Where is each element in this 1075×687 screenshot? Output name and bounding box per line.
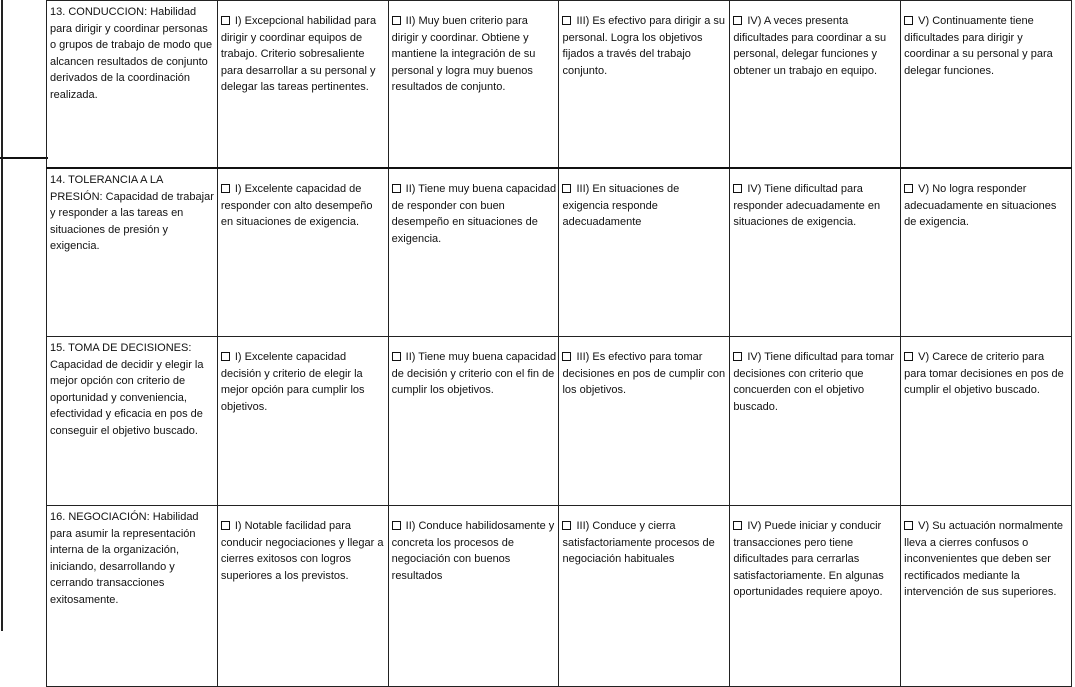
option-label: IV) Puede iniciar y conducir transacciones pero tiene dificultades para cerrarlas satisfactoriamente. En algunas oportunidades requiere apoyo. bbox=[733, 520, 884, 598]
option-cell[interactable] bbox=[388, 506, 559, 687]
option-label: III) Es efectivo para dirigir a su personal. Logra los objetivos fijados a través del trabajo conjunto. bbox=[562, 15, 726, 77]
option-cell[interactable] bbox=[730, 168, 901, 337]
option-cell[interactable] bbox=[901, 337, 1072, 506]
option-label: IV) Tiene dificultad para tomar decisiones con criterio que concuerden con el objetivo buscado. bbox=[733, 351, 895, 413]
option-label: V) No logra responder adecuadamente en situaciones de exigencia. bbox=[904, 183, 1057, 228]
option-label: IV) Tiene dificultad para responder adecuadamente en situaciones de exigencia. bbox=[733, 183, 881, 228]
option-label: III) En situaciones de exigencia responde adecuadamente bbox=[562, 183, 680, 228]
section-separator bbox=[0, 157, 48, 159]
checkbox[interactable] bbox=[392, 16, 401, 25]
option-label: II) Conduce habilidosamente y concreta los procesos de negociación con buenos resultados bbox=[391, 520, 555, 582]
checkbox[interactable] bbox=[392, 352, 401, 361]
option-cell[interactable] bbox=[217, 168, 388, 337]
criterion-text: 13. CONDUCCION: Habilidad para dirigir y coordinar personas o grupos de trabajo de modo que alcancen resultados de conjunto derivados de la coordinación realizada. bbox=[50, 6, 213, 101]
checkbox[interactable] bbox=[733, 521, 742, 530]
checkbox[interactable] bbox=[562, 352, 571, 361]
checkbox[interactable] bbox=[221, 16, 230, 25]
option-cell[interactable] bbox=[730, 337, 901, 506]
checkbox[interactable] bbox=[733, 184, 742, 193]
checkbox[interactable] bbox=[904, 184, 913, 193]
checkbox[interactable] bbox=[904, 16, 913, 25]
checkbox[interactable] bbox=[221, 521, 230, 530]
checkbox[interactable] bbox=[221, 184, 230, 193]
option-label: I) Excelente capacidad de responder con alto desempeño en situaciones de exigencia. bbox=[220, 183, 373, 228]
table-row-negociacion bbox=[47, 506, 1072, 687]
competency-evaluation-table bbox=[46, 0, 1072, 687]
criterion-text: 15. TOMA DE DECISIONES: Capacidad de decidir y elegir la mejor opción con criterio de oportunidad y conveniencia, efectividad y eficacia en pos de conseguir el objetivo buscado. bbox=[50, 342, 204, 437]
criterion-cell bbox=[47, 168, 218, 337]
checkbox[interactable] bbox=[392, 184, 401, 193]
table-row-toma-decisiones bbox=[47, 337, 1072, 506]
option-cell[interactable] bbox=[901, 506, 1072, 687]
option-cell[interactable] bbox=[559, 168, 730, 337]
option-label: II) Tiene muy buena capacidad de decisión y criterio con el fin de cumplir los objetivos. bbox=[391, 351, 557, 396]
checkbox[interactable] bbox=[904, 352, 913, 361]
option-label: I) Excelente capacidad decisión y criterio de elegir la mejor opción para cumplir los objetivos. bbox=[220, 351, 365, 413]
table-row-tolerancia-presion bbox=[47, 168, 1072, 337]
checkbox[interactable] bbox=[562, 184, 571, 193]
criterion-cell bbox=[47, 1, 218, 169]
option-cell[interactable] bbox=[559, 506, 730, 687]
option-label: I) Notable facilidad para conducir negociaciones y llegar a cierres exitosos con logros superiores a los previstos. bbox=[220, 520, 384, 582]
checkbox[interactable] bbox=[733, 16, 742, 25]
checkbox[interactable] bbox=[562, 521, 571, 530]
checkbox[interactable] bbox=[562, 16, 571, 25]
option-label: II) Tiene muy buena capacidad de responder con buen desempeño en situaciones de exigencia. bbox=[391, 183, 557, 245]
option-label: V) Continuamente tiene dificultades para dirigir y coordinar a su personal y para delegar funciones. bbox=[904, 15, 1053, 77]
option-label: I) Excepcional habilidad para dirigir y coordinar equipos de trabajo. Criterio sobresaliente para desarrollar a su personal y delegar las tareas pertinentes. bbox=[220, 15, 377, 93]
left-margin-rule bbox=[1, 0, 3, 631]
option-cell[interactable] bbox=[388, 337, 559, 506]
checkbox[interactable] bbox=[904, 521, 913, 530]
option-label: II) Muy buen criterio para dirigir y coordinar. Obtiene y mantiene la integración de su personal y logra muy buenos resultados de conjunto. bbox=[391, 15, 536, 93]
criterion-text: 16. NEGOCIACIÓN: Habilidad para asumir la representación interna de la organización, iniciando, desarrollando y cerrando transacciones exitosamente. bbox=[50, 511, 199, 606]
option-label: V) Su actuación normalmente lleva a cierres confusos o inconvenientes que deben ser rectificados mediante la intervención de sus superiores. bbox=[904, 520, 1064, 598]
checkbox[interactable] bbox=[221, 352, 230, 361]
option-label: III) Es efectivo para tomar decisiones en pos de cumplir con los objetivos. bbox=[562, 351, 726, 396]
option-cell[interactable] bbox=[559, 337, 730, 506]
criterion-cell bbox=[47, 337, 218, 506]
criterion-text: 14. TOLERANCIA A LA PRESIÓN: Capacidad de trabajar y responder a las tareas en situaciones de presión y exigencia. bbox=[50, 174, 214, 252]
checkbox[interactable] bbox=[733, 352, 742, 361]
option-cell[interactable] bbox=[217, 506, 388, 687]
option-cell[interactable] bbox=[730, 1, 901, 169]
option-cell[interactable] bbox=[730, 506, 901, 687]
option-cell[interactable] bbox=[901, 1, 1072, 169]
criterion-cell bbox=[47, 506, 218, 687]
option-label: V) Carece de criterio para para tomar decisiones en pos de cumplir el objetivo buscado. bbox=[904, 351, 1064, 396]
option-label: IV) A veces presenta dificultades para coordinar a su personal, delegar funciones y obtener un trabajo en equipo. bbox=[733, 15, 887, 77]
option-cell[interactable] bbox=[217, 1, 388, 169]
table-row-conduccion bbox=[47, 1, 1072, 169]
option-cell[interactable] bbox=[901, 168, 1072, 337]
option-cell[interactable] bbox=[217, 337, 388, 506]
option-cell[interactable] bbox=[388, 1, 559, 169]
option-label: III) Conduce y cierra satisfactoriamente procesos de negociación habituales bbox=[562, 520, 715, 565]
option-cell[interactable] bbox=[559, 1, 730, 169]
option-cell[interactable] bbox=[388, 168, 559, 337]
checkbox[interactable] bbox=[392, 521, 401, 530]
